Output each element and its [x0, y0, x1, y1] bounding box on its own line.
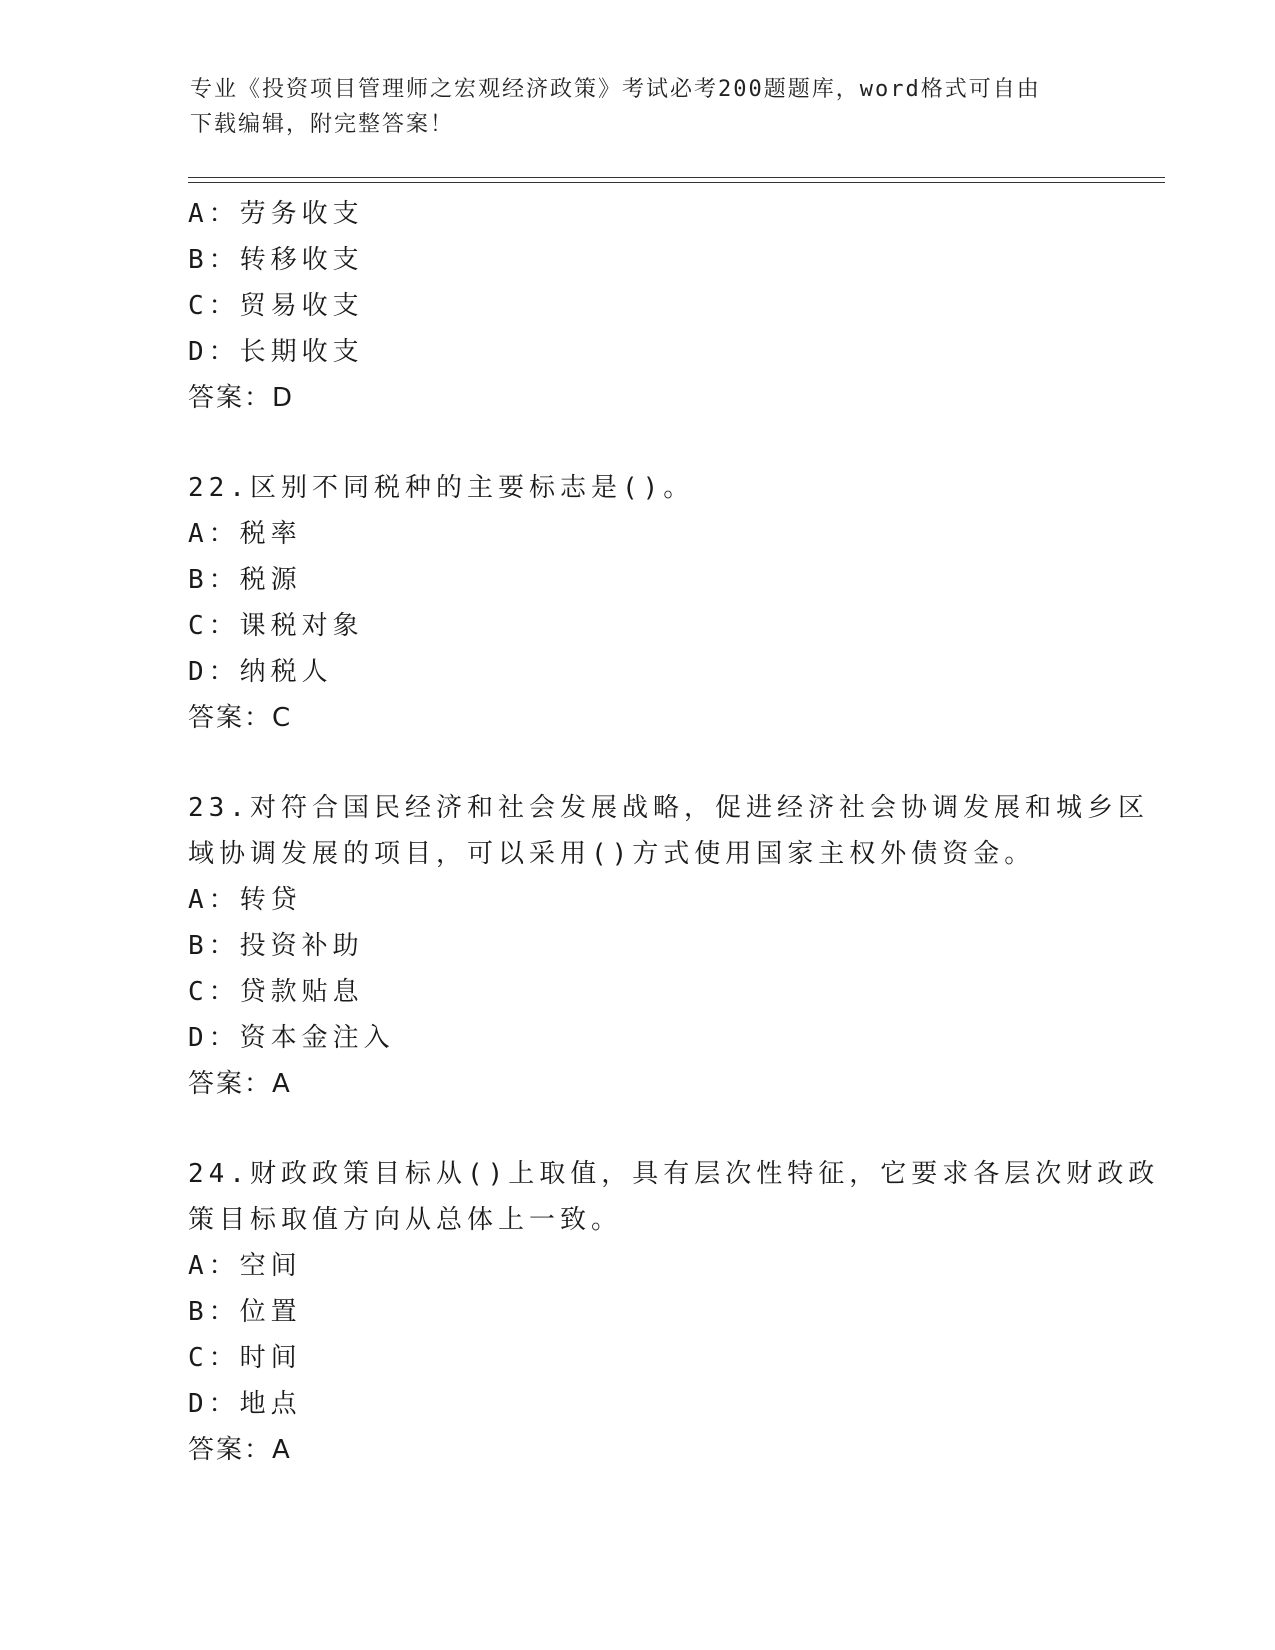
answer-line: 答案：A — [188, 1069, 292, 1099]
option-a: A：税率 — [188, 519, 302, 549]
question-21 — [188, 191, 1088, 421]
header-divider-top — [188, 177, 1165, 178]
option-c: C：贷款贴息 — [188, 977, 364, 1007]
question-text-line-2: 域协调发展的项目，可以采用()方式使用国家主权外债资金。 — [188, 839, 1036, 869]
option-c: C：贸易收支 — [188, 291, 364, 321]
option-c: C：课税对象 — [188, 611, 364, 641]
option-d: D：长期收支 — [188, 337, 364, 367]
question-text-line-2: 策目标取值方向从总体上一致。 — [188, 1205, 623, 1235]
option-b: B：转移收支 — [188, 245, 364, 275]
option-b: B：税源 — [188, 565, 302, 595]
option-a: A：空间 — [188, 1251, 302, 1281]
answer-line: 答案：D — [188, 383, 295, 413]
option-c: C：时间 — [188, 1343, 302, 1373]
question-24 — [188, 1151, 1160, 1473]
header-line-1: 专业《投资项目管理师之宏观经济政策》考试必考200题题库，word格式可自由 — [190, 77, 1041, 102]
question-text: 22.区别不同税种的主要标志是()。 — [188, 473, 695, 503]
question-text-line-1: 23.对符合国民经济和社会发展战略，促进经济社会协调发展和城乡区 — [188, 793, 1149, 823]
question-list — [188, 191, 1160, 1473]
document-header — [190, 72, 1090, 142]
question-23 — [188, 785, 1149, 1107]
option-a: A：劳务收支 — [188, 199, 364, 229]
option-d: D：地点 — [188, 1389, 302, 1419]
header-line-2: 下载编辑，附完整答案！ — [190, 112, 455, 137]
option-d: D：纳税人 — [188, 657, 333, 687]
option-d: D：资本金注入 — [188, 1023, 395, 1053]
answer-line: 答案：A — [188, 1435, 292, 1465]
header-divider-bottom — [188, 182, 1165, 183]
question-22 — [188, 465, 1088, 741]
option-b: B：位置 — [188, 1297, 302, 1327]
option-a: A：转贷 — [188, 885, 302, 915]
answer-line: 答案：C — [188, 703, 293, 733]
option-b: B：投资补助 — [188, 931, 364, 961]
question-text-line-1: 24.财政政策目标从()上取值，具有层次性特征，它要求各层次财政政 — [188, 1159, 1160, 1189]
